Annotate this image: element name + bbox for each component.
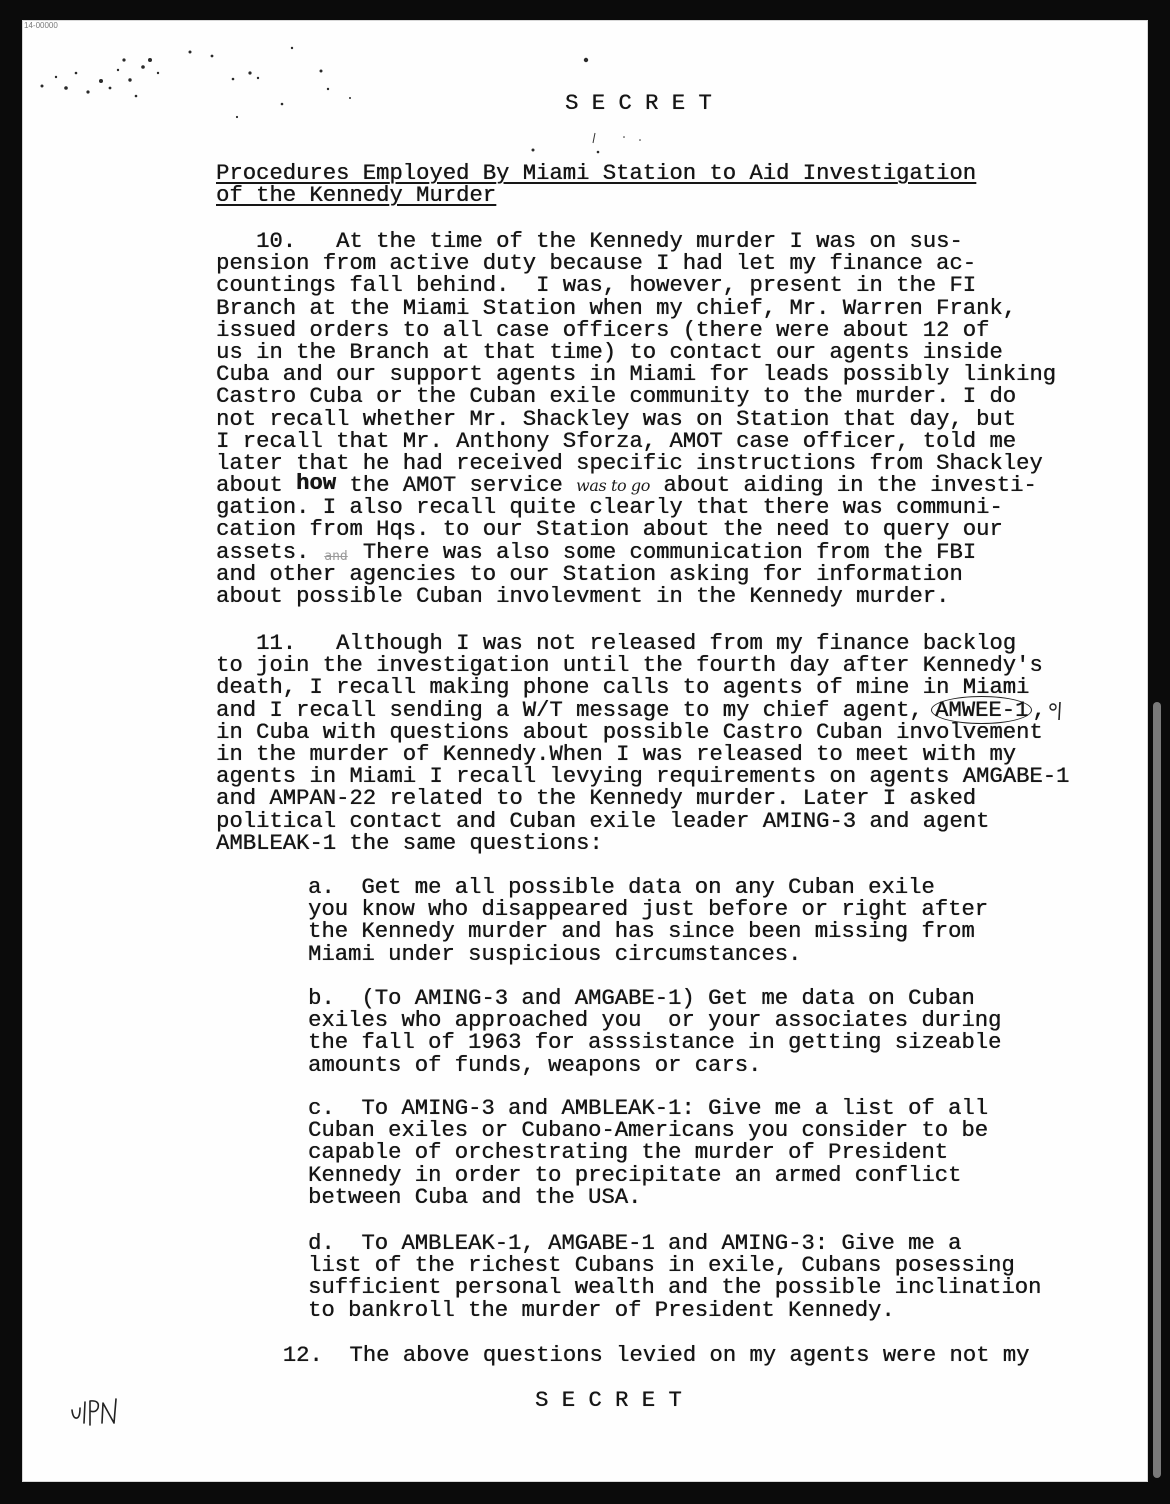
subparagraph-d [308,1232,1041,1321]
subparagraph-line: to bankroll the murder of President Kennedy. [308,1296,895,1323]
paragraph-number: 10. [256,228,297,254]
subparagraph-line [308,876,988,898]
subparagraph-line [308,987,1001,1009]
line-text: Get me all possible data on any Cuban exile [361,874,935,900]
paragraph-line [216,470,1056,499]
line-text: To AMBLEAK-1, AMGABE-1 and AMING-3: Give me a [361,1230,962,1256]
subparagraph-line: Cuban exiles or Cubano-Americans you consider to be [308,1117,989,1144]
section-title [216,160,977,209]
subparagraph-letter: d. [308,1230,335,1256]
paragraph-line: death, I recall making phone calls to agents of mine in Miami [216,674,1030,701]
line-text: and I recall sending a W/T message to my chief agent, [216,696,937,723]
line-text: , [1032,696,1046,723]
subparagraph-line: between Cuba and the USA. [308,1183,642,1210]
paragraph-line: political contact and Cuban exile leader AMING-3 and agent [216,807,990,834]
document-id: 14-00000 [24,21,58,30]
paragraph-line: pension from active duty because I had let my finance ac- [216,250,977,277]
title-text: of the Kennedy Murder [216,182,497,209]
paragraph-line: I recall that Mr. Anthony Sforza, AMOT case officer, told me [216,427,1017,454]
paragraph-line: cation from Hqs. to our Station about the need to query our [216,516,1003,543]
line-text: At the time of the Kennedy murder I was on sus- [336,228,963,254]
paragraph-line: in the murder of Kennedy.When I was released to meet with my [216,740,1017,767]
classification-header: S E C R E T [565,90,712,116]
paragraph-line: and AMPAN-22 related to the Kennedy murder. Later I asked [216,785,977,812]
overtyped-word: how [296,470,337,497]
paragraph-line [216,632,1069,654]
paragraph-line [216,696,1069,723]
line-text: There was also some communication from the FBI [362,538,977,565]
subparagraph-line [308,1232,1041,1254]
line-text: To AMING-3 and AMBLEAK-1: Give me a list of all [361,1095,989,1121]
line-text: Although I was not released from my finance backlog [336,630,1017,656]
paragraph-12 [216,1344,1029,1366]
subparagraph-c [308,1097,988,1208]
line-text: assets. [216,538,310,565]
line-text: about [216,472,297,499]
subparagraph-line: you know who disappeared just before or right after [308,896,989,923]
paragraph-line: to join the investigation until the fourth day after Kennedy's [216,652,1043,679]
subparagraph-line: sufficient personal wealth and the possible inclination [308,1274,1042,1301]
subparagraph-line: list of the richest Cubans in exile, Cubans posessing [308,1252,1015,1279]
paragraph-line: AMBLEAK-1 the same questions: [216,829,603,856]
subparagraph-line: capable of orchestrating the murder of President [308,1139,949,1166]
paragraph-number: 12. [282,1342,323,1368]
classification-footer: S E C R E T [535,1387,682,1413]
paragraph-line: countings fall behind. I was, however, present in the FI [216,272,977,299]
paragraph-line: about possible Cuban involevment in the Kennedy murder. [216,583,950,609]
subparagraph-line: amounts of funds, weapons or cars. [308,1051,762,1078]
line-text: The above questions levied on my agents were not my [349,1342,1030,1368]
subparagraph-letter: b. [308,985,335,1011]
document-page [22,20,1148,1482]
title-line [216,162,976,184]
handwritten-insert: was to go [576,476,651,496]
paragraph-line: in Cuba with questions about possible Castro Cuban involvement [216,718,1043,745]
subparagraph-line [308,1097,988,1119]
title-text: Procedures Employed By Miami Station to Aid Investigation [216,160,977,186]
paragraph-number: 11. [256,630,297,656]
line-text: about aiding in the investi- [650,472,1037,499]
paragraph-line: Branch at the Miami Station when my chief, Mr. Warren Frank, [216,294,1017,321]
struck-out-word: and [324,548,348,564]
paragraph-line [216,538,1056,565]
subparagraph-line: the Kennedy murder and has since been missing from [308,918,975,945]
subparagraph-line: the fall of 1963 for asssistance in getting sizeable [308,1029,1002,1056]
subparagraph-letter: a. [308,874,335,900]
paragraph-line: gation. I also recall quite clearly that there was communi- [216,494,1003,521]
paragraph-line: us in the Branch at that time) to contact our agents inside [216,338,1003,365]
subparagraph-line: Kennedy in order to precipitate an armed conflict [308,1161,962,1188]
paragraph-line: agents in Miami I recall levying requirements on agents AMGABE-1 [216,763,1070,790]
paragraph-line: later that he had received specific instructions from Shackley [216,449,1043,476]
subparagraph-letter: c. [308,1095,335,1121]
line-text: (To AMING-3 and AMGABE-1) Get me data on Cuban [361,985,975,1011]
paragraph-line: issued orders to all case officers (there were about 12 of [216,316,990,343]
subparagraph-a [308,876,988,965]
paragraph-line: and other agencies to our Station asking for information [216,560,963,587]
vertical-scrollbar-thumb[interactable] [1153,702,1161,1478]
paragraph-10 [216,230,1056,607]
subparagraph-b [308,987,1001,1076]
circled-codename: AMWEE-1 [931,696,1032,724]
handwritten-initials [68,1396,126,1436]
paragraph-line: Cuba and our support agents in Miami for leads possibly linking [216,361,1057,388]
subparagraph-line: exiles who approached you or your associates during [308,1007,1002,1034]
handwritten-mark-icon [1048,700,1064,722]
paragraph-line: Castro Cuba or the Cuban exile community to the murder. I do [216,383,1017,410]
subparagraph-line: Miami under suspicious circumstances. [308,940,802,967]
paragraph-line [216,230,1056,252]
paragraph-line: not recall whether Mr. Shackley was on Station that day, but [216,405,1017,432]
paragraph-line [216,1344,1029,1366]
line-text: the AMOT service [336,472,577,499]
title-line [216,182,976,209]
paragraph-11 [216,632,1069,854]
